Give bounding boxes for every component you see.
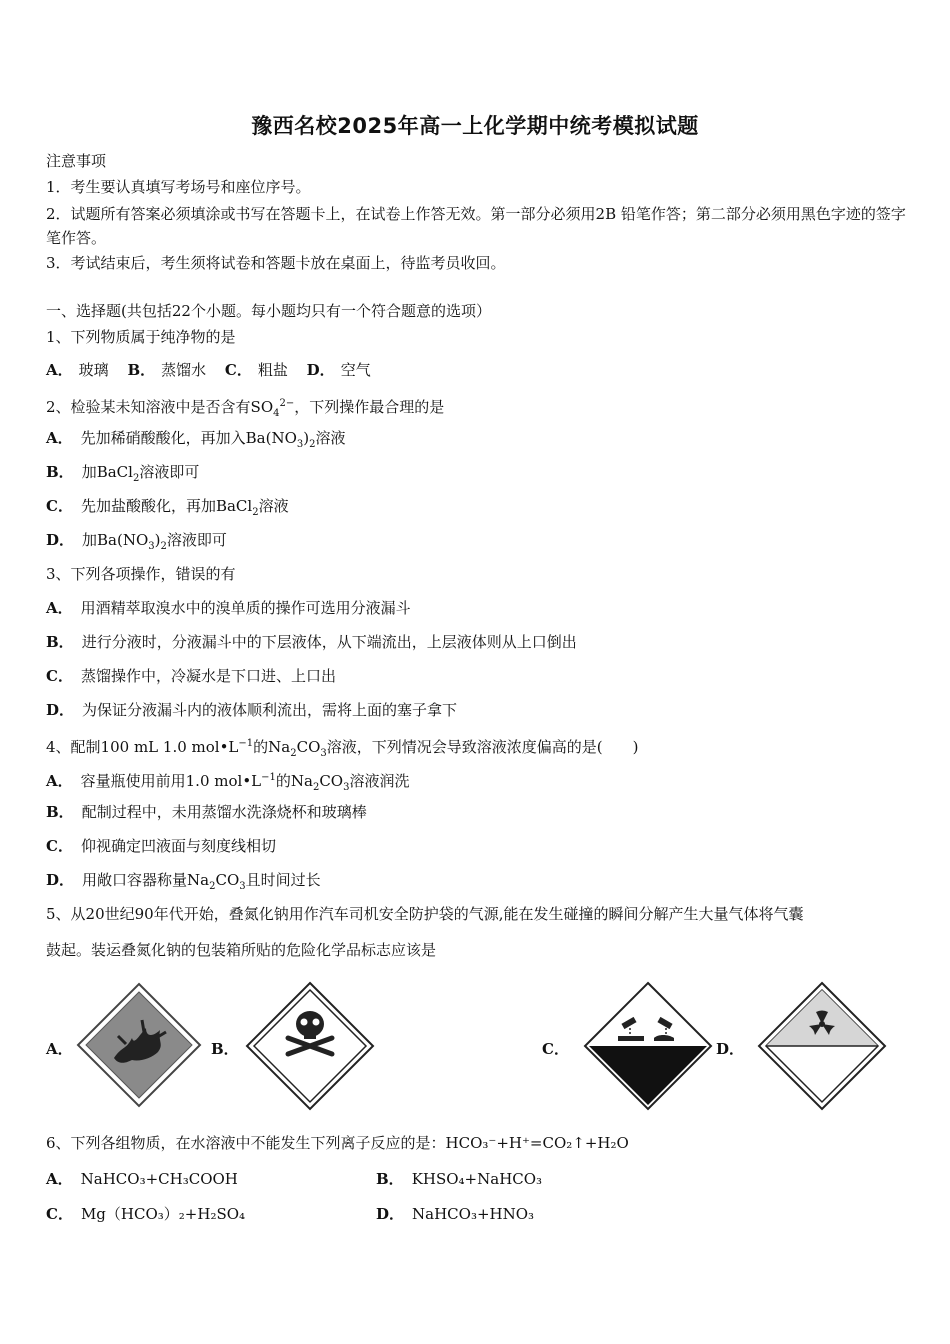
option-d[interactable]: D． 空气 [306,361,371,379]
option-d[interactable]: D． 为保证分液漏斗内的液体顺利流出，需将上面的塞子拿下 [46,701,458,719]
corrosive-sign [582,980,714,1112]
option-c[interactable]: C． 蒸馏操作中，冷凝水是下口进、上口出 [46,667,336,685]
option-c[interactable]: C． 仰视确定凹液面与刻度线相切 [46,837,276,855]
question-1-options [46,360,385,380]
page-title: 豫西名校2025年高一上化学期中统考模拟试题 [251,114,699,138]
option-c[interactable]: C． Mg（HCO₃）₂+H₂SO₄ [46,1205,246,1223]
option-a[interactable]: A． NaHCO₃+CH₃COOH [46,1170,238,1188]
toxic-sign [244,980,376,1112]
option-a[interactable]: A． [46,1040,73,1058]
question-4-stem: 4、配制100 mL 1.0 $mol•L^{-1}$的$Na_2CO_3$溶液，下列情况会导致溶液浓度偏高的是( ) [46,738,639,759]
option-c[interactable]: C． 粗盐 [224,361,288,379]
option-b[interactable]: B． 进行分液时，分液漏斗中的下层液体，从下端流出，上层液体则从上口倒出 [46,633,577,651]
question-2-stem: 2、检验某未知溶液中是否含有$SO_4^{2-}$，下列操作最合理的是 [46,398,445,419]
question-1-stem: 1、下列物质属于纯净物的是 [46,328,236,346]
question-3-stem: 3、下列各项操作，错误的有 [46,565,236,583]
notice-item: 3．考试结束后，考生须将试卷和答题卡放在桌面上，待监考员收回。 [46,254,506,272]
option-a[interactable]: A． 用酒精萃取溴水中的溴单质的操作可选用分液漏斗 [46,599,411,617]
option-a[interactable]: A． 容量瓶使用前用1.0 $mol•L^{-1}$的$Na_2CO_3$溶液润洗 [46,772,410,793]
question-5-stem: 5、从20世纪90年代开始，叠氮化钠用作汽车司机安全防护袋的气源,能在发生碰撞的瞬间分解产生大量气体将气囊 [46,905,804,923]
option-d[interactable]: D． [716,1040,745,1058]
question-5-stem-cont: 鼓起。装运叠氮化钠的包装箱所贴的危险化学品标志应该是 [46,941,437,959]
option-c[interactable]: C． [542,1040,569,1058]
option-b[interactable]: B． KHSO₄+NaHCO₃ [376,1170,543,1188]
notice-item: 1．考生要认真填写考场号和座位序号。 [46,178,311,196]
option-c[interactable]: C． 先加盐酸酸化，再加BaCl$_2$溶液 [46,497,289,518]
flammable-solid-sign [74,980,204,1110]
option-b[interactable]: B． 蒸馏水 [127,361,207,379]
hazard-signs [0,980,950,1115]
question-6-stem: 6、下列各组物质，在水溶液中不能发生下列离子反应的是：HCO₃⁻+H⁺=CO₂↑+H₂O [46,1134,629,1152]
option-b[interactable]: B． 配制过程中，未用蒸馏水洗涤烧杯和玻璃棒 [46,803,367,821]
radioactive-sign [756,980,888,1112]
option-b[interactable]: B． [211,1040,239,1058]
option-a[interactable]: A． 玻璃 [46,361,109,379]
option-d[interactable]: D． 用敞口容器称量$Na_2CO_3$且时间过长 [46,871,321,892]
section-heading: 一、选择题(共包括22个小题。每小题均只有一个符合题意的选项） [46,302,491,320]
notice-heading: 注意事项 [46,152,107,170]
option-a[interactable]: A． 先加稀硝酸酸化，再加入$Ba(NO_3)_2$溶液 [46,429,346,450]
notice-item: 2．试题所有答案必须填涂或书写在答题卡上，在试卷上作答无效。第一部分必须用2B 铅笔作答；第二部分必须用黑色字迹的签字笔作答。 [46,205,906,247]
option-d[interactable]: D． NaHCO₃+HNO₃ [376,1205,535,1223]
option-d[interactable]: D． 加$Ba(NO_3)_2$溶液即可 [46,531,227,552]
option-b[interactable]: B． 加BaCl$_2$溶液即可 [46,463,200,484]
